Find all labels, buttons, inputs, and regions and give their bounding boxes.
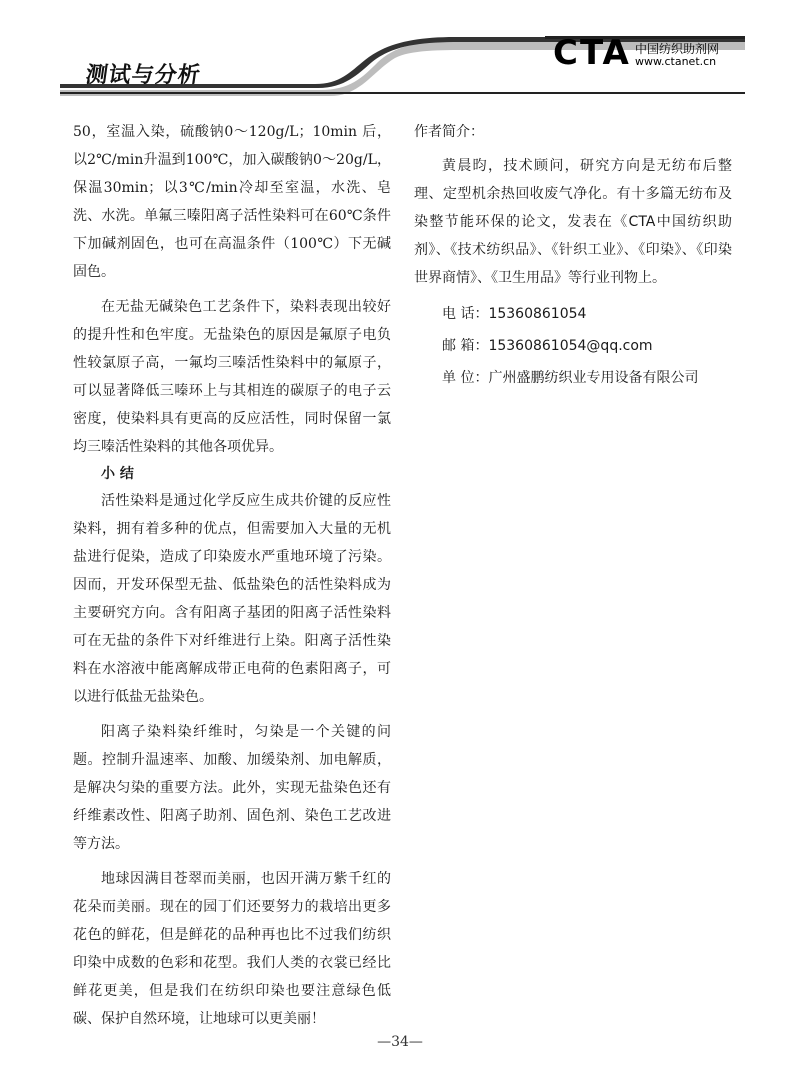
- summary-heading: 小 结: [101, 466, 134, 482]
- logo-url: www.ctanet.cn: [635, 55, 717, 68]
- contact-value: 广州盛鹏纺织业专用设备有限公司: [488, 370, 699, 386]
- contact-value: 15360861054@qq.com: [488, 338, 653, 354]
- paragraph: 地球因满目苍翠而美丽，也因开满万紫千红的花朵而美丽。现在的园丁们还要努力的栽培出更多花色的鲜花，但是鲜花的品种再也比不过我们纺织印染中成数的色彩和花型。我们人类的衣裳已经比鲜花更美，但是我们在纺织印染也要注意绿色低碳、保护自然环境，让地球可以更美丽！: [73, 871, 391, 1027]
- contact-label: 单 位：: [442, 370, 489, 386]
- section-title: 测试与分析: [83, 63, 203, 88]
- contact-info: [414, 298, 732, 394]
- contact-phone: [414, 298, 732, 330]
- page-number: —34—: [377, 1034, 423, 1050]
- page-header: [0, 0, 800, 100]
- author-bio-heading: 作者简介：: [414, 124, 484, 140]
- contact-company: [414, 362, 732, 394]
- paragraph: 阳离子染料染纤维时，匀染是一个关键的问题。控制升温速率、加酸、加缓染剂、加电解质，是解决匀染的重要方法。此外，实现无盐染色还有纤维素改性、阳离子助剂、固色剂、染色工艺改进等方法。: [73, 724, 391, 852]
- contact-label: 邮 箱：: [442, 338, 489, 354]
- left-column: [73, 118, 391, 1033]
- paragraph: 在无盐无碱染色工艺条件下，染料表现出较好的提升性和色牢度。无盐染色的原因是氟原子电负性较氯原子高，一氟均三嗪活性染料中的氟原子，可以显著降低三嗪环上与其相连的碳原子的电子云密度，使染料具有更高的反应活性，同时保留一氯均三嗪活性染料的其他各项优异。: [73, 299, 391, 455]
- contact-email: [414, 330, 732, 362]
- logo-mark: CTA: [553, 33, 631, 73]
- logo-name: 中国纺织助剂网: [635, 42, 720, 56]
- paragraph: 活性染料是通过化学反应生成共价键的反应性染料，拥有着多种的优点，但需要加入大量的无机盐进行促染，造成了印染废水严重地环境了污染。因而，开发环保型无盐、低盐染色的活性染料成为主要研究方向。含有阳离子基团的阳离子活性染料可在无盐的条件下对纤维进行上染。阳离子活性染料在水溶液中能离解成带正电荷的色素阳离子，可以进行低盐无盐染色。: [73, 493, 391, 705]
- paragraph: 50，室温入染，硫酸钠0～120g/L；10min 后，以2℃/min升温到100℃，加入碳酸钠0～20g/L，保温30min；以3℃/min冷却至室温，水洗、皂洗、水洗。单氟三嗪阳离子活性染料可在60℃条件下加碱剂固色，也可在高温条件（100℃）下无碱固色。: [73, 124, 391, 280]
- author-bio: 黄晨昀，技术顾问，研究方向是无纺布后整理、定型机余热回收废气净化。有十多篇无纺布及染整节能环保的论文，发表在《CTA中国纺织助剂》、《技术纺织品》、《针织工业》、《印染》、《印染世界商情》、《卫生用品》等行业刊物上。: [414, 158, 732, 286]
- contact-label: 电 话：: [442, 306, 489, 322]
- contact-value: 15360861054: [488, 306, 587, 322]
- right-column: [414, 118, 732, 394]
